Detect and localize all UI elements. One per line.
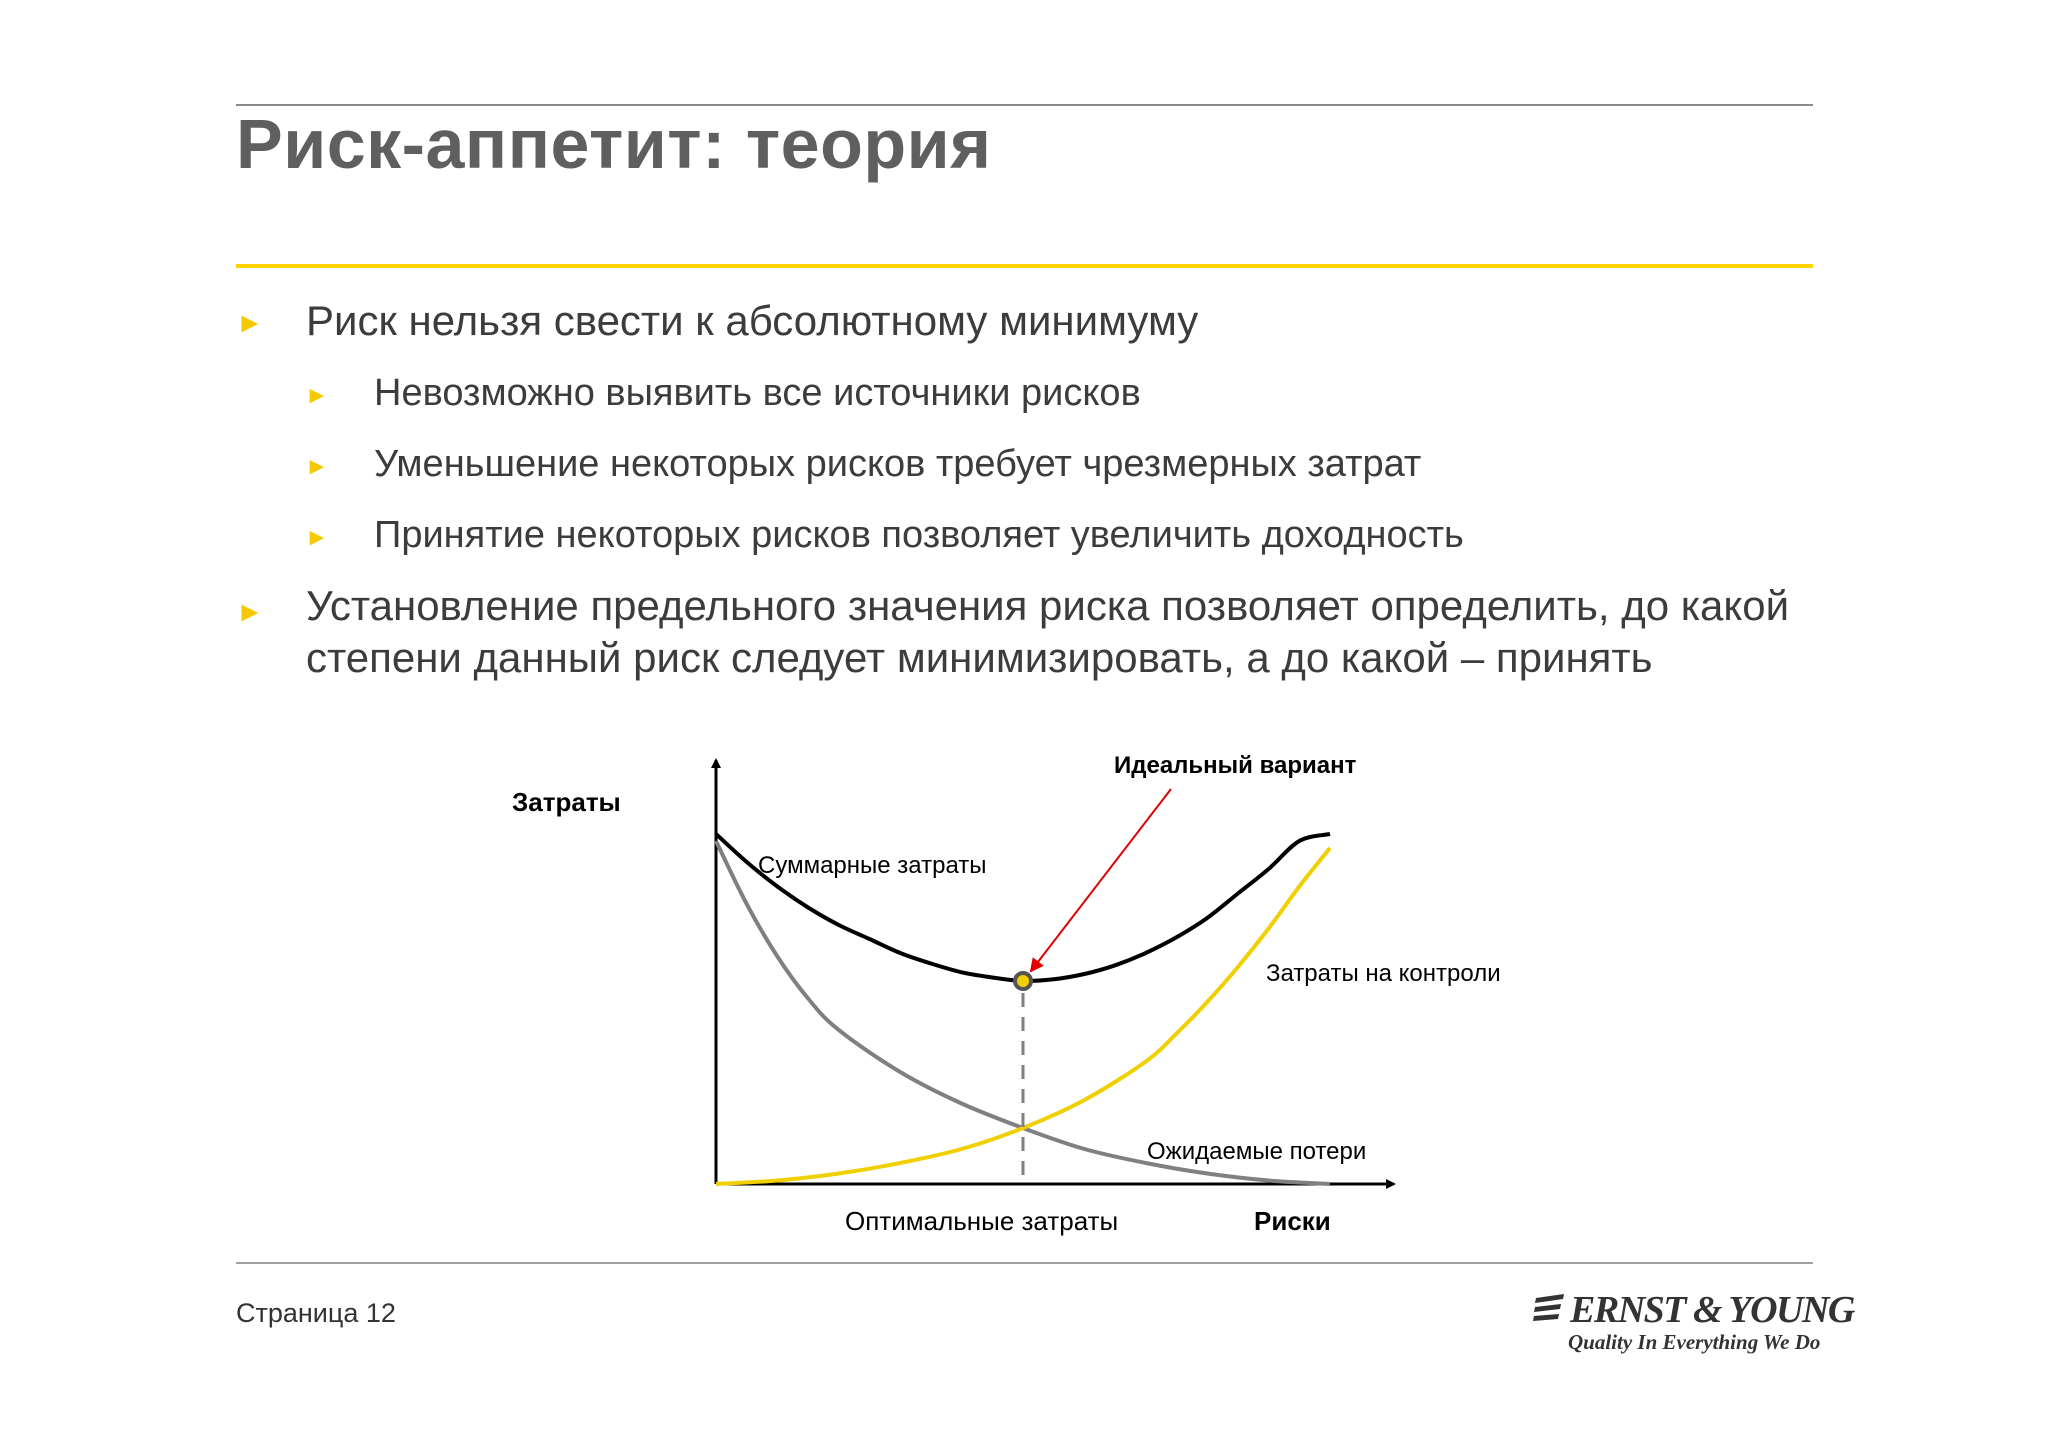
logo-wordmark: ERNST & YOUNG: [1570, 1289, 1854, 1331]
optimum-x-label: Оптимальные затраты: [845, 1206, 1119, 1236]
bullet-item: [236, 297, 1198, 345]
title-underline: [236, 264, 1813, 268]
bullet-arrow-icon: ►: [236, 596, 264, 627]
bullet-arrow-icon: ►: [305, 524, 329, 551]
bullet-text: Установление предельного значения риска позволяет определить, до какой степени данный риск следует минимизировать, а до какой – принять: [306, 582, 1790, 681]
ideal-annotation: Идеальный вариант: [1114, 752, 1357, 779]
series-line-expected-losses: [716, 841, 1330, 1184]
x-axis-label: Риски: [1254, 1206, 1331, 1236]
footer-divider: [236, 1262, 1813, 1264]
bullet-text: Принятие некоторых рисков позволяет увеличить доходность: [374, 514, 1464, 556]
y-axis-label: Затраты: [512, 787, 621, 817]
bullet-arrow-icon: ►: [305, 382, 329, 409]
ey-logo-icon: [1532, 1294, 1566, 1324]
series-line-total-costs: [716, 834, 1330, 981]
series-label-total-costs: Суммарные затраты: [758, 852, 987, 879]
logo-tagline: Quality In Everything We Do: [1568, 1330, 1821, 1354]
series-label-expected-losses: Ожидаемые потери: [1147, 1138, 1367, 1165]
company-logo: [1532, 1288, 1854, 1358]
sub-bullet-item: [305, 372, 1141, 415]
slide-title: Риск-аппетит: теория: [236, 105, 992, 183]
bullet-text: Уменьшение некоторых рисков требует чрезмерных затрат: [374, 443, 1422, 485]
sub-bullet-item: [305, 514, 1464, 557]
series-line-control-costs: [716, 848, 1330, 1184]
bullet-text: Риск нельзя свести к абсолютному минимуму: [306, 297, 1199, 344]
bullet-text: Невозможно выявить все источники рисков: [374, 372, 1141, 414]
sub-bullet-item: [305, 443, 1421, 486]
bullet-item: [236, 582, 1846, 684]
series-label-control-costs: Затраты на контроли: [1266, 960, 1501, 987]
ideal-point-arrow: [1031, 789, 1171, 971]
page-number: Страница 12: [236, 1298, 396, 1328]
bullet-arrow-icon: ►: [236, 307, 264, 338]
bullet-arrow-icon: ►: [305, 453, 329, 480]
optimum-point-marker: [1015, 973, 1031, 989]
